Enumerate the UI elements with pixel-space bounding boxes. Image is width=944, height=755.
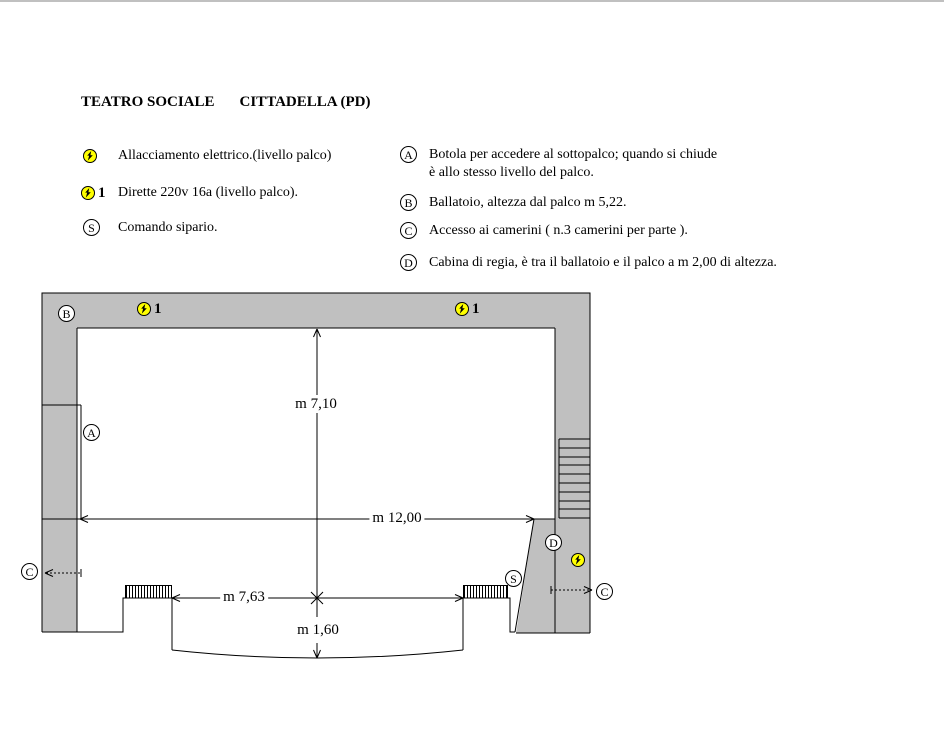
marker-a-trapdoor: A: [83, 424, 100, 441]
stage-socket-2-badge: 1: [472, 301, 480, 317]
stage-socket-1: [137, 302, 162, 316]
legend-marker-b: B: [400, 194, 417, 211]
dimension-proscenium-label: m 7,63: [220, 589, 268, 605]
dimension-depth-label: m 7,10: [292, 396, 340, 412]
lightning-icon: [455, 302, 469, 316]
legend-a-line2: è allo stesso livello del palco.: [429, 165, 594, 180]
marker-c-left: C: [21, 563, 38, 580]
stage-socket-1-badge: 1: [154, 301, 162, 317]
dimension-apron-label: m 1,60: [294, 622, 342, 638]
legend-marker-a: A: [400, 146, 417, 163]
legend-direct-badge: 1: [98, 185, 106, 201]
marker-c-right: C: [596, 583, 613, 600]
legend-marker-s: S: [83, 219, 100, 236]
legend-electrical-label: Allacciamento elettrico.(livello palco): [118, 148, 332, 163]
stage-socket-3 lightning-icon: [571, 553, 585, 567]
legend-a-line1: Botola per accedere al sottopalco; quando si chiude: [429, 147, 718, 162]
legend-direct-label: Dirette 220v 16a (livello palco).: [118, 185, 298, 200]
page-title-right: CITTADELLA (PD): [239, 94, 371, 110]
legend-curtain-label: Comando sipario.: [118, 220, 218, 235]
dimension-lines: [42, 329, 534, 658]
right-proscenium-hatch: [463, 585, 508, 598]
marker-s-curtain: S: [505, 570, 522, 587]
marker-b-balcony: B: [58, 305, 75, 322]
legend-marker-d: D: [400, 254, 417, 271]
stage-socket-2: [455, 302, 480, 316]
legend-b-label: Ballatoio, altezza dal palco m 5,22.: [429, 195, 627, 210]
left-proscenium-hatch: [125, 585, 172, 598]
lightning-icon: [137, 302, 151, 316]
dimension-width-label: m 12,00: [369, 510, 424, 526]
left-wall-fill: [42, 328, 77, 632]
legend-d-label: Cabina di regia, è tra il ballatoio e il palco a m 2,00 di altezza.: [429, 255, 777, 270]
lightning-glyph: [574, 555, 582, 565]
lightning-glyph: [140, 304, 148, 314]
legend-c-label: Accesso ai camerini ( n.3 camerini per parte ).: [429, 223, 688, 238]
marker-d-booth: D: [545, 534, 562, 551]
legend-marker-c: C: [400, 222, 417, 239]
page-title-left: TEATRO SOCIALE: [81, 94, 215, 110]
back-wall-fill: [42, 293, 590, 328]
lightning-glyph: [458, 304, 466, 314]
